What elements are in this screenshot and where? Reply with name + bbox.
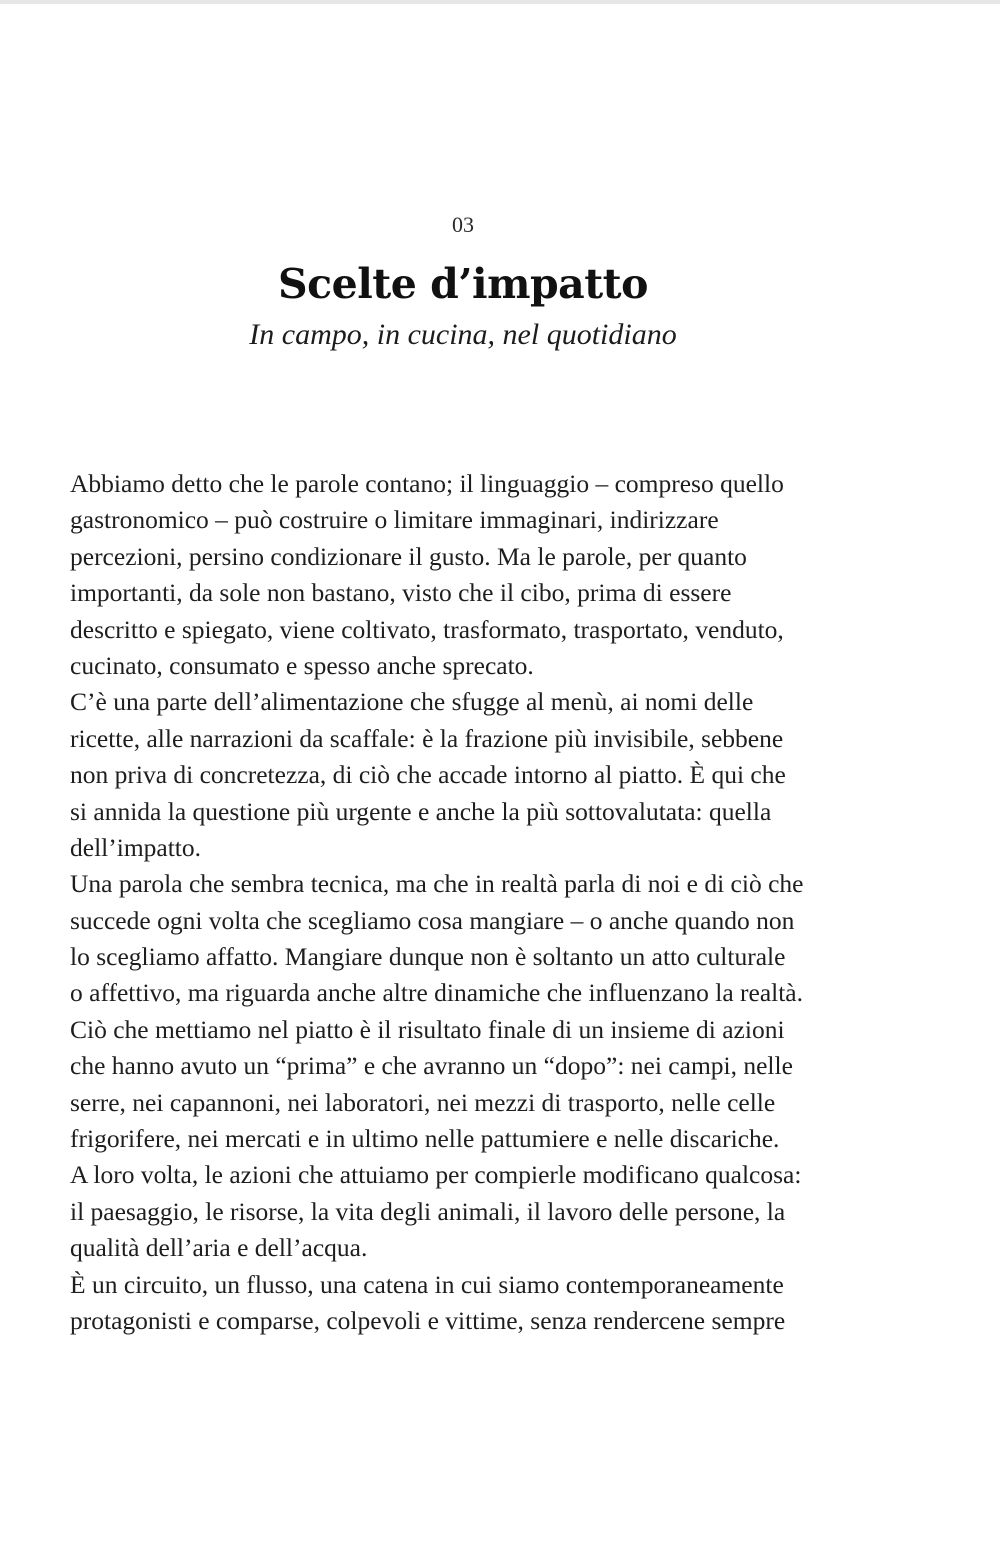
text-line: si annida la questione più urgente e anche la più sottovalutata: quella bbox=[70, 796, 772, 826]
text-line: il paesaggio, le risorse, la vita degli animali, il lavoro delle persone, la bbox=[70, 1196, 786, 1226]
text-line: importanti, da sole non bastano, visto che il cibo, prima di essere bbox=[70, 578, 732, 608]
text-line: succede ogni volta che scegliamo cosa mangiare – o anche quando non bbox=[70, 905, 795, 935]
text-line: o affettivo, ma riguarda anche altre dinamiche che influenzano la realtà. bbox=[70, 978, 804, 1008]
top-edge-divider bbox=[0, 0, 1000, 4]
text-line: cucinato, consumato e spesso anche sprecato. bbox=[70, 650, 534, 680]
text-line: lo scegliamo affatto. Mangiare dunque non è soltanto un atto culturale bbox=[70, 942, 786, 972]
text-line: A loro volta, le azioni che attuiamo per compierle modificano qualcosa: bbox=[70, 1160, 802, 1190]
body-text bbox=[70, 466, 900, 1339]
text-line: percezioni, persino condizionare il gusto. Ma le parole, per quanto bbox=[70, 541, 747, 571]
text-line: ricette, alle narrazioni da scaffale: è la frazione più invisibile, sebbene bbox=[70, 723, 784, 753]
text-line: protagonisti e comparse, colpevoli e vittime, senza rendercene sempre bbox=[70, 1305, 786, 1335]
text-line: gastronomico – può costruire o limitare immaginari, indirizzare bbox=[70, 505, 719, 535]
text-line: serre, nei capannoni, nei laboratori, nei mezzi di trasporto, nelle celle bbox=[70, 1087, 776, 1117]
chapter-title: Scelte d’impatto bbox=[278, 260, 648, 308]
text-line: È un circuito, un flusso, una catena in cui siamo contemporaneamente bbox=[70, 1269, 784, 1299]
text-line: Ciò che mettiamo nel piatto è il risultato finale di un insieme di azioni bbox=[70, 1014, 785, 1044]
text-line: dell’impatto. bbox=[70, 832, 202, 862]
text-line: che hanno avuto un “prima” e che avranno un “dopo”: nei campi, nelle bbox=[70, 1051, 793, 1081]
text-line: Una parola che sembra tecnica, ma che in realtà parla di noi e di ciò che bbox=[70, 869, 804, 899]
text-line: Abbiamo detto che le parole contano; il linguaggio – compreso quello bbox=[70, 469, 784, 498]
chapter-subtitle: In campo, in cucina, nel quotidiano bbox=[249, 318, 677, 351]
chapter-number: 03 bbox=[452, 212, 474, 237]
text-line: descritto e spiegato, viene coltivato, trasformato, trasportato, venduto, bbox=[70, 614, 784, 644]
text-line: non priva di concretezza, di ciò che accade intorno al piatto. È qui che bbox=[70, 760, 786, 790]
text-line: frigorifere, nei mercati e in ultimo nelle pattumiere e nelle discariche. bbox=[70, 1124, 780, 1154]
text-line: qualità dell’aria e dell’acqua. bbox=[70, 1233, 368, 1263]
text-line: C’è una parte dell’alimentazione che sfugge al menù, ai nomi delle bbox=[70, 687, 754, 717]
